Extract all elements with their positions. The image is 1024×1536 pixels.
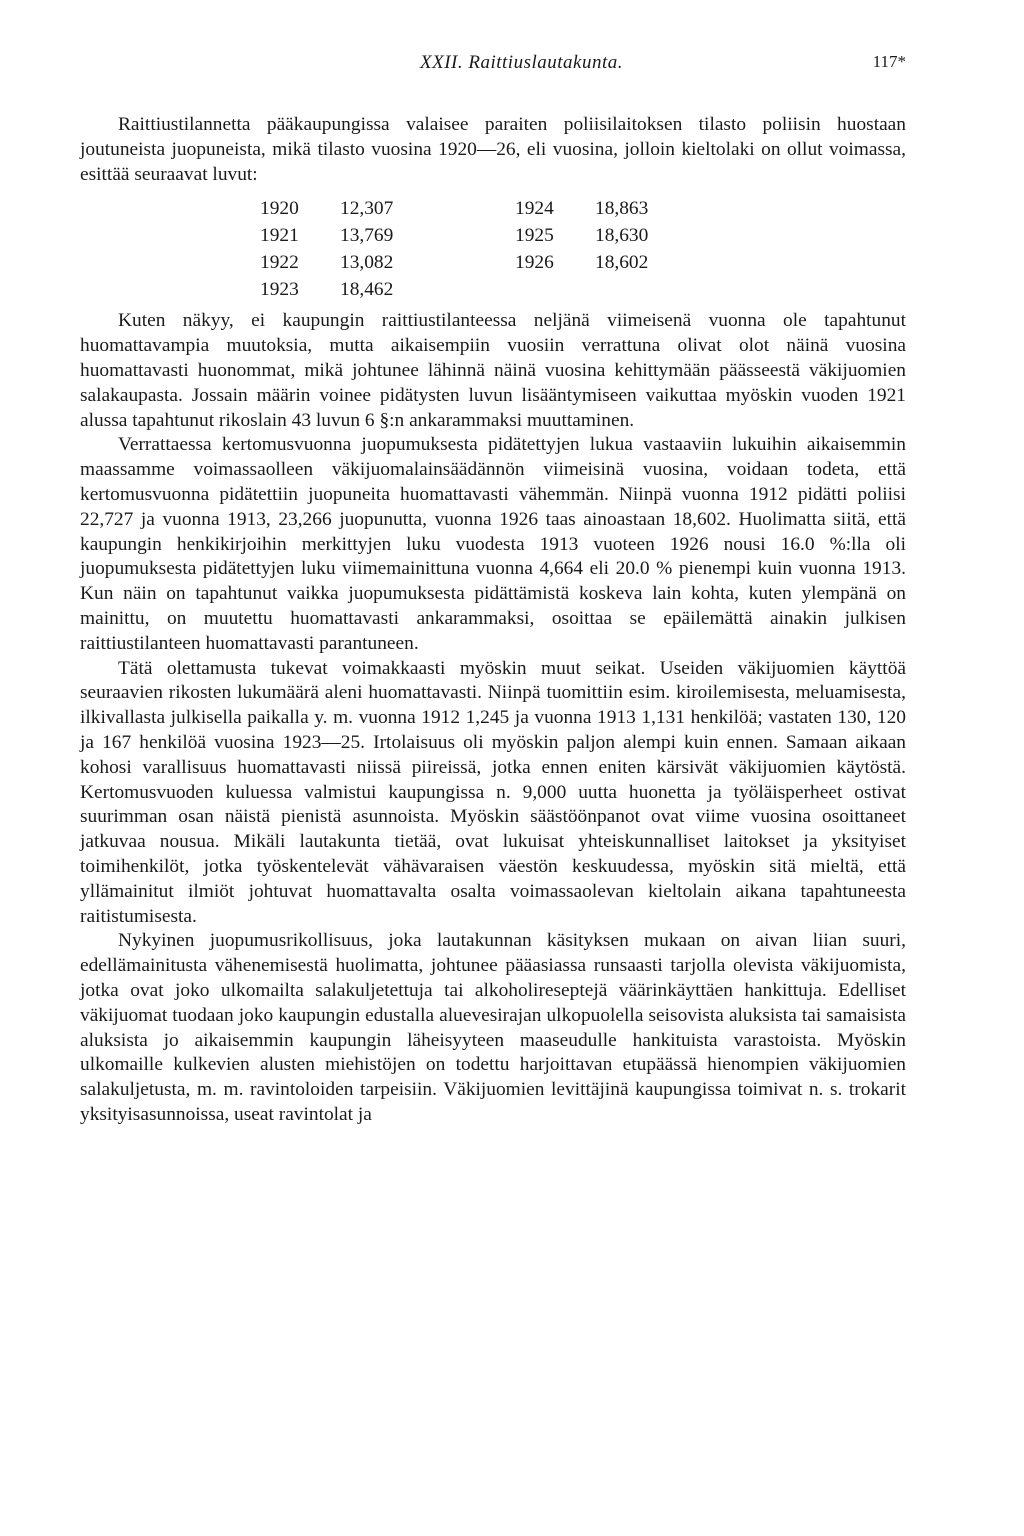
- chapter-title: XXII. Raittiuslautakunta.: [420, 52, 624, 73]
- intro-paragraph: Raittiustilannetta pääkaupungissa valaisee paraiten poliisilaitoksen tilasto poliisin huostaan joutuneista juopuneista, mikä tilasto vuosina 1920—26, eli vuosina, jolloin kieltolaki on ollut voimassa, esittää seuraavat luvut:: [80, 114, 906, 185]
- stat-value: 12,307: [340, 198, 394, 220]
- stat-year: 1922: [260, 252, 299, 274]
- stat-year: 1921: [260, 225, 299, 247]
- paragraph: Kuten näkyy, ei kaupungin raittiustilanteessa neljänä viimeisenä vuonna ole tapahtunut huomattavampia muutoksia, mutta aikaisempiin vuosiin verrattuna olivat olot näinä vuosina huomattavasti huonommat, mikä johtunee lähinnä näinä vuosina kehittymään päässeestä väkijuomien salakaupasta. Jossain määrin voinee pidätysten luvun lisääntymiseen vaikuttaa myöskin vuoden 1921 alussa tapahtunut rikoslain 43 luvun 6 §:n ankarammaksi muuttaminen.: [80, 310, 906, 431]
- stat-value: 18,602: [595, 252, 649, 274]
- stat-year: 1925: [515, 225, 554, 247]
- stat-year: 1920: [260, 198, 299, 220]
- stat-empty: [515, 276, 595, 303]
- stat-empty: [595, 276, 695, 303]
- arrest-statistics-table: [260, 195, 906, 303]
- stat-year: 1926: [515, 252, 554, 274]
- stat-year: 1924: [515, 198, 554, 220]
- page-number: 117*: [872, 52, 906, 71]
- stat-value: 18,630: [595, 225, 649, 247]
- paragraph: Verrattaessa kertomusvuonna juopumuksesta pidätettyjen lukua vastaaviin lukuihin aikaisemmin maassamme voimassaolleen väkijuomalainsäädännön viimeisinä vuosina, voidaan todeta, että kertomusvuonna pidätettiin juopuneita huomattavasti vähemmän. Niinpä vuonna 1912 pidätti poliisi 22,727 ja vuonna 1913, 23,266 juopunutta, vuonna 1926 taas ainoastaan 18,602. Huolimatta siitä, että kaupungin henkikirjoihin merkittyjen luku vuodesta 1913 vuoteen 1926 nousi 16.0 %:lla oli juopumuksesta pidätettyjen luku viimemainittuna vuonna 4,664 eli 20.0 % pienempi kuin vuonna 1913. Kun näin on tapahtunut vaikka juopumuksesta pidättämistä koskeva lain kohta, kuten ylempänä on mainittu, on muutettu huomattavasti ankarammaksi, osoittaa se epäilemättä ainakin julkisen raittiustilanteen huomattavasti parantuneen.: [80, 434, 906, 654]
- stat-value: 13,082: [340, 252, 394, 274]
- stat-value: 13,769: [340, 225, 394, 247]
- paragraph: Nykyinen juopumusrikollisuus, joka lautakunnan käsityksen mukaan on aivan liian suuri, edellämainitusta vähenemisestä huolimatta, johtunee pääasiassa runsaasti tarjolla olevista väkijuomista, jotka ovat joko ulkomailta salakuljetettuja tai alkoholireseptejä väärinkäyttäen hankittuja. Edelliset väkijuomat tuodaan joko kaupungin edustalla aluevesirajan ulkopuolella seisovista aluksista tai samaisista aluksista jo aikaisemmin kaupungin läheisyyteen maaseudulle hankituista varastoista. Myöskin ulkomaille kulkevien alusten miehistöjen on todettu harjoittavan etupäässä hienompien väkijuomien salakuljetusta, m. m. ravintoloiden tarpeisiin. Väkijuomien levittäjinä kaupungissa toimivat n. s. trokarit yksityisasunnoissa, useat ravintolat ja: [80, 930, 906, 1125]
- paragraph: Tätä olettamusta tukevat voimakkaasti myöskin muut seikat. Useiden väkijuomien käyttöä seuraavien rikosten lukumäärä aleni huomattavasti. Niinpä tuomittiin esim. kiroilemisesta, meluamisesta, ilkivallasta julkisella paikalla y. m. vuonna 1912 1,245 ja vuonna 1913 1,131 henkilöä; vastaten 130, 120 ja 167 henkilöä vuosina 1923—25. Irtolaisuus oli myöskin paljon alempi kuin ennen. Samaan aikaan kohosi varallisuus huomattavasti niissä piireissä, jotka ennen eniten kärsivät väkijuomien käytöstä. Kertomusvuoden kuluessa valmistui kaupungissa n. 9,000 uutta huonetta ja työläisperheet ostivat suurimman osan näistä pienistä asunnoista. Myöskin säästöönpanot ovat viime vuosina osoittaneet jatkuvaa nousua. Mikäli lautakunta tietää, ovat lukuisat yhteiskunnalliset laitokset ja yksityiset toimihenkilöt, jotka työskentelevät vähävaraisen väestön keskuudessa, myöskin sitä mieltä, että yllämainitut ilmiöt johtuvat huomattavalta osalta voimassaolevan kieltolain aikana tapahtuneesta raitistumisesta.: [80, 657, 906, 927]
- body-text: [80, 113, 906, 1128]
- running-header: [80, 52, 906, 82]
- stat-year: 1923: [260, 279, 299, 301]
- stat-value: 18,462: [340, 279, 394, 301]
- stat-value: 18,863: [595, 198, 649, 220]
